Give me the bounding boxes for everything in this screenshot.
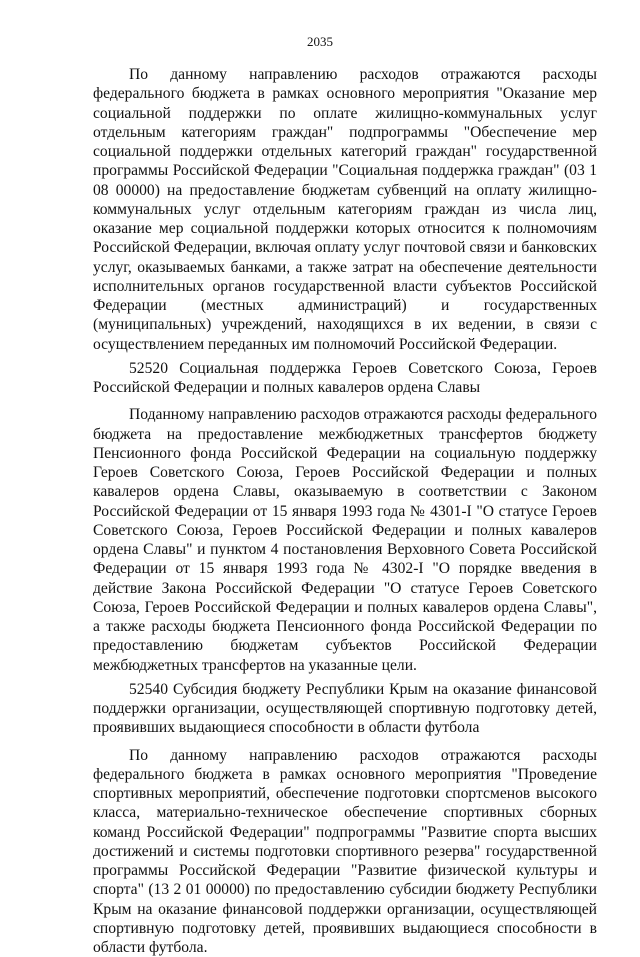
paragraph-expense-description-2: Поданному направлению расходов отражаются расходы федерального бюджета на предоставление межбюджетных трансфертов бюджету Пенсионного фонда Российской Федерации на социальную поддержку Героев Советского Союза, Героев Российской Федерации и полных кавалеров ордена Славы, оказываемую в соответствии с Законом Российской Федерации от 15 января 1993 года № 4301-I "О статусе Героев Советского Союза, Героев Российской Федерации и полных кавалеров ордена Славы" и пунктом 4 постановления Верховного Совета Российской Федерации от 15 января 1993 года № 4302-I "О порядке введения в действие Закона Российской Федерации "О статусе Героев Советского Союза, Героев Российской Федерации и полных кавалеров ордена Славы", а также расходы бюджета Пенсионного фонда Российской Федерации по предоставлению бюджетам субъектов Российской Федерации межбюджетных трансфертов на указанные цели. [93,405,597,675]
paragraph-expense-description-3: По данному направлению расходов отражаются расходы федерального бюджета в рамках основного мероприятия "Проведение спортивных мероприятий, обеспечение подготовки спортсменов высокого класса, материально-техническое обеспечение спортивных сборных команд Российской Федерации" подпрограммы "Развитие спорта высших достижений и системы подготовки спортивного резерва" государственной программы Российской Федерации "Развитие физической культуры и спорта" (13 2 01 00000) по предоставлению субсидии бюджету Республики Крым на оказание финансовой поддержки организации, осуществляющей спортивную подготовку детей, проявивших выдающиеся способности в области футбола. [93,746,597,957]
paragraph-expense-description-1: По данному направлению расходов отражаются расходы федерального бюджета в рамках основного мероприятия "Оказание мер социальной поддержки по оплате жилищно-коммунальных услуг отдельным категориям граждан" подпрограммы "Обеспечение мер социальной поддержки отдельных категорий граждан" государственной программы Российской Федерации "Социальная поддержка граждан" (03 1 08 00000) на предоставление бюджетам субвенций на оплату жилищно-коммунальных услуг отдельным категориям граждан из числа лиц, оказание мер социальной поддержки которых относится к полномочиям Российской Федерации, включая оплату услуг почтовой связи и банковских услуг, оказываемых банками, а также затрат на обеспечение деятельности исполнительных органов государственной власти субъектов Российской Федерации (местных администраций) и государственных (муниципальных) учреждений, находящихся в их ведении, в связи с осуществлением переданных им полномочий Российской Федерации. [93,65,597,354]
document-body [93,65,597,957]
page-number: 2035 [0,34,640,50]
section-heading-52540: 52540 Субсидия бюджету Республики Крым на оказание финансовой поддержки организации, осуществляющей спортивную подготовку детей, проявивших выдающиеся способности в области футбола [93,680,597,738]
section-heading-52520: 52520 Социальная поддержка Героев Советского Союза, Героев Российской Федерации и полных кавалеров ордена Славы [93,359,597,398]
